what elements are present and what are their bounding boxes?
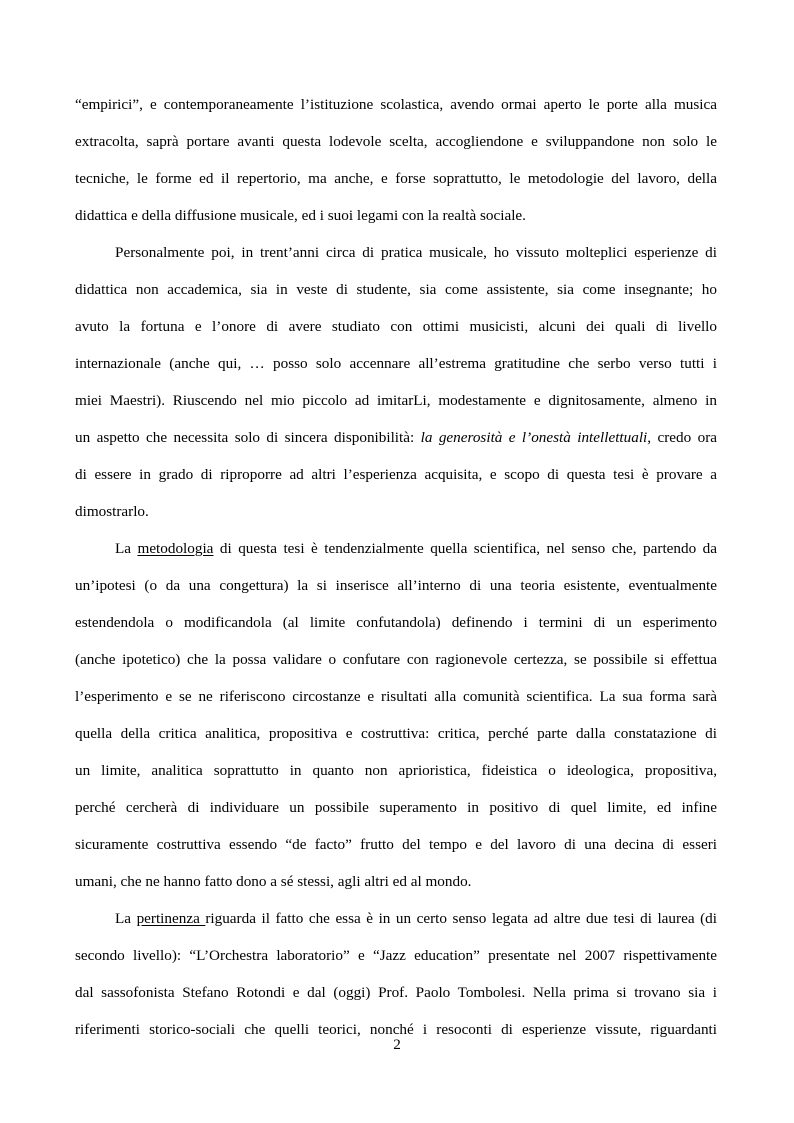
text-line: un’ipotesi (o da una congettura) la si inserisce all’interno di una teoria esistente, eventualmente (75, 577, 717, 594)
text-line: umani, che ne hanno fatto dono a sé stessi, agli altri ed al mondo. (75, 873, 472, 890)
underlined-term-pertinenza: pertinenza (136, 910, 206, 927)
underlined-term-metodologia: metodologia (137, 540, 214, 557)
text-line: (anche ipotetico) che la possa validare o confutare con ragionevole certezza, se possibile si effettua (75, 651, 717, 668)
text-line: un limite, analitica soprattutto in quanto non aprioristica, fideistica o ideologica, propositiva, (75, 762, 717, 779)
text-line: miei Maestri). Riuscendo nel mio piccolo ad imitarLi, modestamente e dignitosamente, almeno in (75, 392, 717, 409)
text-line: tecniche, le forme ed il repertorio, ma anche, e forse soprattutto, le metodologie del lavoro, della (75, 170, 717, 187)
text-run: riguarda il fatto che essa è in un certo senso legata ad altre due tesi di laurea (di (205, 910, 717, 927)
text-line (75, 900, 717, 937)
text-line: secondo livello): “L’Orchestra laboratorio” e “Jazz education” presentate nel 2007 rispettivamente (75, 947, 717, 964)
text-line: didattica non accademica, sia in veste di studente, sia come assistente, sia come insegnante; ho (75, 281, 717, 298)
text-line (75, 419, 717, 456)
text-line: riferimenti storico-sociali che quelli teorici, nonché i resoconti di esperienze vissute, riguardanti (75, 1021, 717, 1038)
text-line: internazionale (anche qui, … posso solo accennare all’estrema gratitudine che serbo verso tutti i (75, 355, 717, 372)
text-line: dal sassofonista Stefano Rotondi e dal (oggi) Prof. Paolo Tombolesi. Nella prima si trovano sia i (75, 984, 717, 1001)
text-line: didattica e della diffusione musicale, ed i suoi legami con la realtà sociale. (75, 207, 526, 224)
text-run: , credo ora (647, 429, 717, 446)
text-line: estendendola o modificandola (al limite confutandola) definendo i termini di un esperimento (75, 614, 717, 631)
text-run: di questa tesi è tendenzialmente quella scientifica, nel senso che, partendo da (213, 540, 717, 557)
text-line: l’esperimento e se ne riferiscono circostanze e risultati alla comunità scientifica. La sua forma sarà (75, 688, 717, 705)
text-line: quella della critica analitica, propositiva e costruttiva: critica, perché parte dalla constatazione di (75, 725, 717, 742)
text-run: La (115, 540, 138, 557)
text-run: La (115, 910, 137, 927)
text-line: “empirici”, e contemporaneamente l’istituzione scolastica, avendo ormai aperto le porte alla musica (75, 96, 717, 113)
text-line: extracolta, saprà portare avanti questa lodevole scelta, accogliendone e sviluppandone non solo le (75, 133, 717, 150)
text-line: di essere in grado di riproporre ad altri l’esperienza acquisita, e scopo di questa tesi è provare a (75, 466, 717, 483)
text-line (75, 530, 717, 567)
text-line: sicuramente costruttiva essendo “de facto” frutto del tempo e del lavoro di una decina di esseri (75, 836, 717, 853)
text-line: avuto la fortuna e l’onore di avere studiato con ottimi musicisti, alcuni dei quali di livello (75, 318, 717, 335)
text-run: un aspetto che necessita solo di sincera disponibilità: (75, 429, 421, 446)
text-line: dimostrarlo. (75, 503, 149, 520)
body-text (75, 86, 717, 1048)
text-line: Personalmente poi, in trent’anni circa di pratica musicale, ho vissuto molteplici esperienze di (115, 244, 717, 261)
page-number: 2 (393, 1036, 401, 1053)
text-line: perché cercherà di individuare un possibile superamento in positivo di quel limite, ed infine (75, 799, 717, 816)
italic-phrase: la generosità e l’onestà intellettuali (420, 429, 648, 446)
